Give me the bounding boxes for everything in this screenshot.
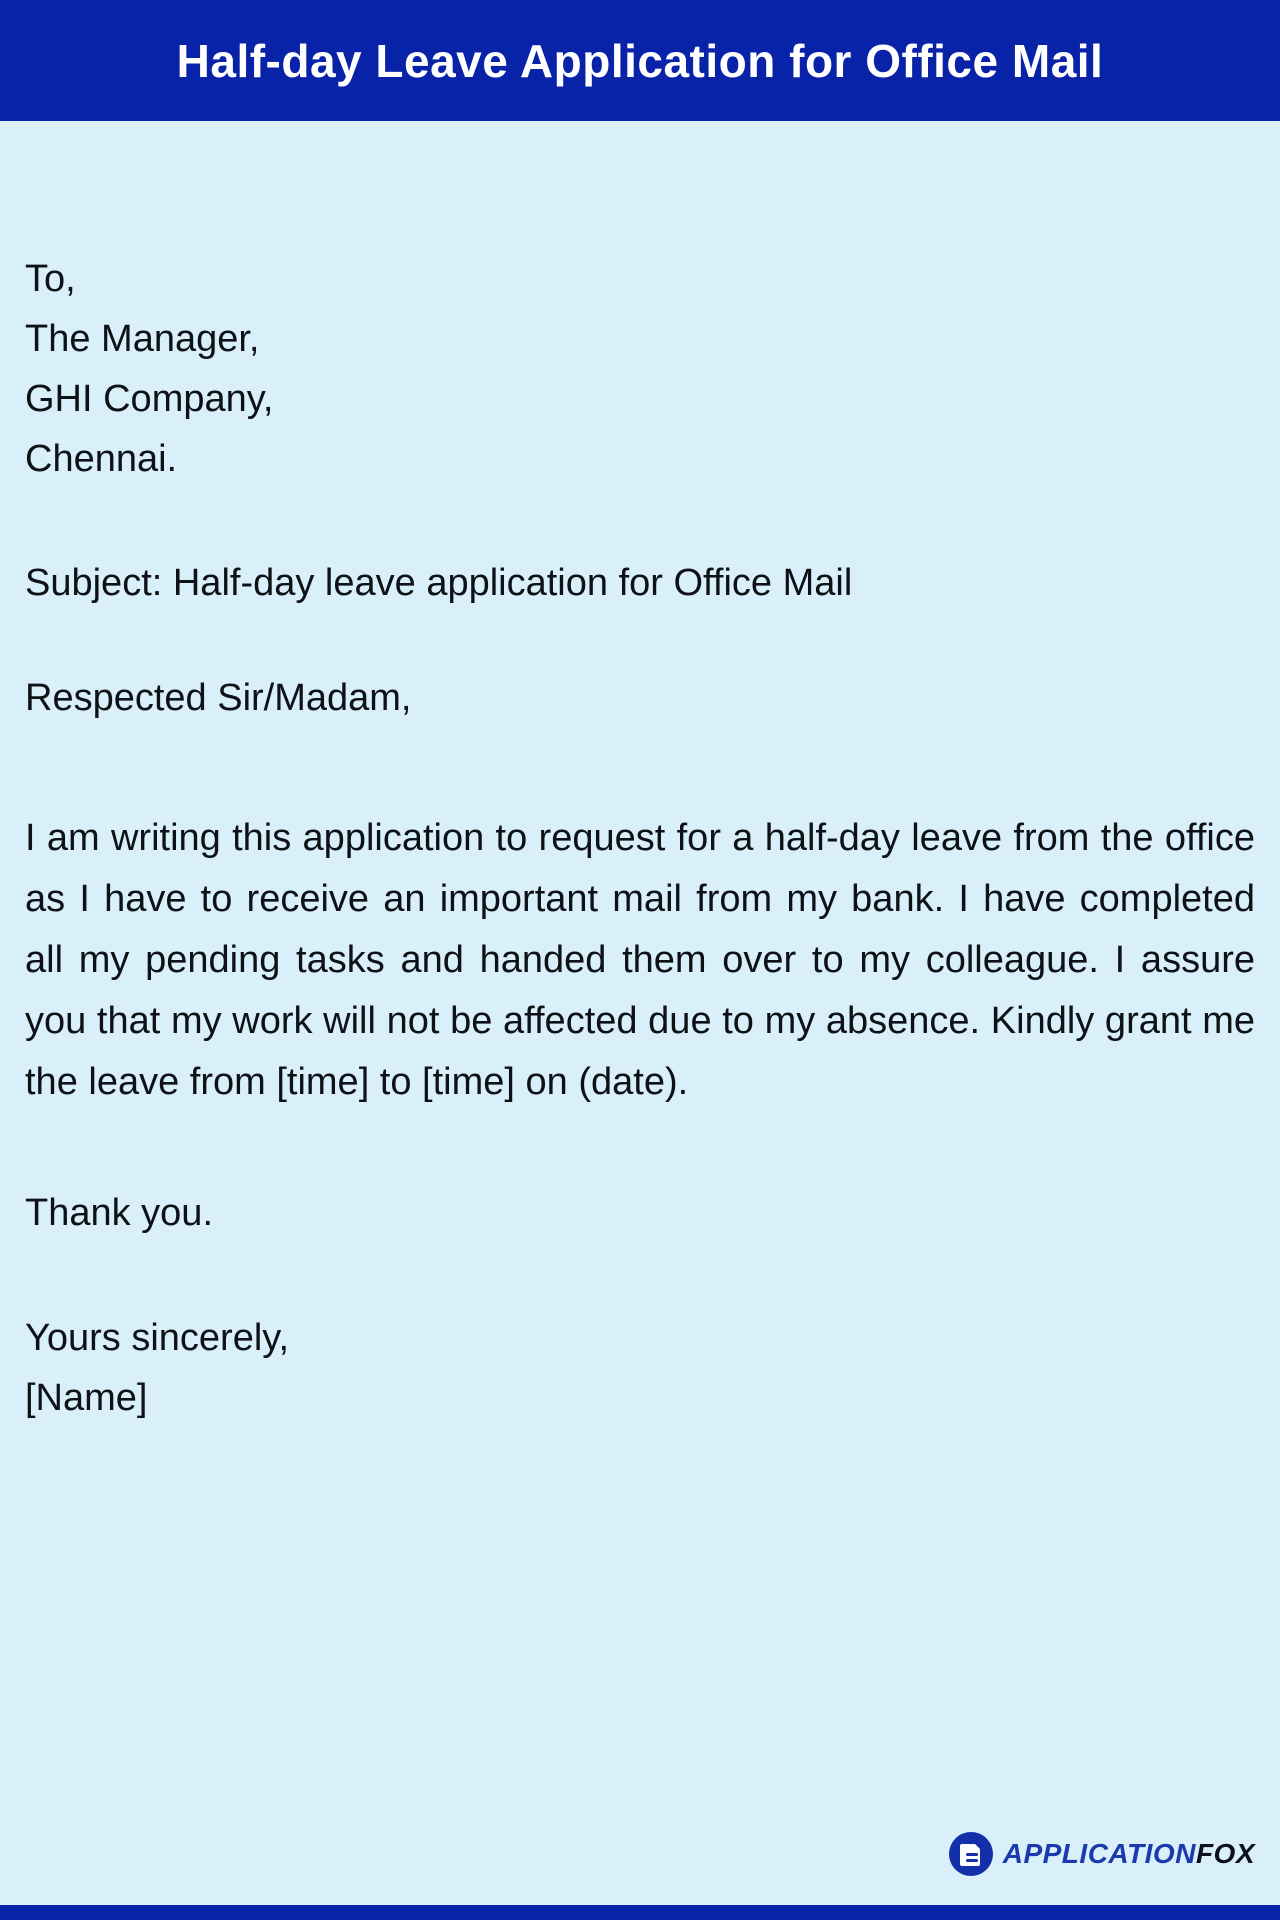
closing-block [25, 1308, 1255, 1428]
brand-fox-text: FOX [1195, 1838, 1255, 1869]
letter-content [0, 121, 1280, 1428]
brand-wordmark [1003, 1838, 1255, 1870]
recipient-address-block [25, 249, 1255, 489]
salutation: Respected Sir/Madam, [25, 677, 412, 719]
brand-application-text: APPLICATION [1002, 1838, 1196, 1869]
closing-line: Yours sincerely, [25, 1317, 290, 1359]
header-bar [0, 0, 1280, 121]
document-icon [949, 1832, 993, 1876]
applicationfox-logo [949, 1832, 1255, 1876]
recipient-line-city: Chennai. [25, 438, 178, 480]
recipient-line-company: GHI Company, [25, 378, 274, 420]
recipient-line-to: To, [25, 258, 76, 300]
subject-line: Subject: Half-day leave application for Office Mail [25, 562, 853, 604]
signature-placeholder: [Name] [25, 1377, 148, 1419]
recipient-line-manager: The Manager, [25, 318, 260, 360]
page-title: Half-day Leave Application for Office Mail [176, 34, 1104, 87]
letter-body-paragraph: I am writing this application to request for a half-day leave from the office as I have to receive an important mail from my bank. I have completed all my pending tasks and handed them over to my colleague. I assure you that my work will not be affected due to my absence. Kindly grant me the leave from [time] to [time] on (date). [25, 817, 1255, 1103]
thanks-line: Thank you. [25, 1192, 213, 1234]
bottom-accent-bar [0, 1905, 1280, 1920]
